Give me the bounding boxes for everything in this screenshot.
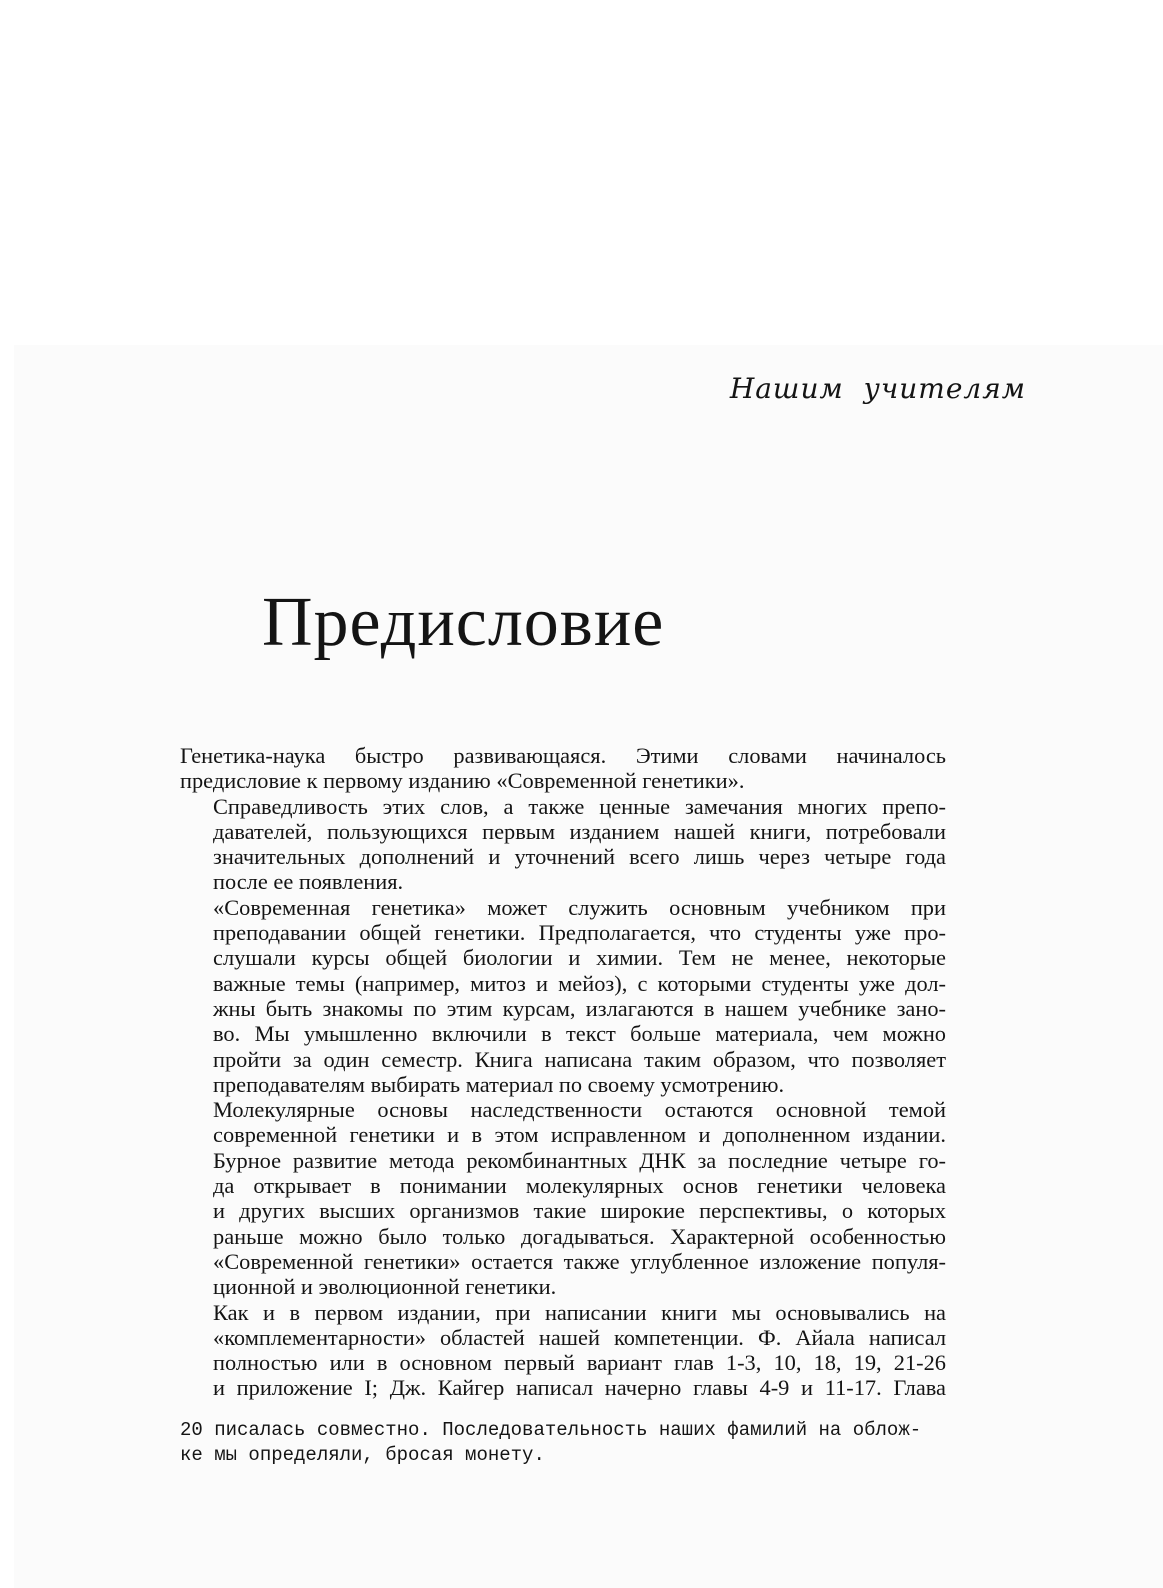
paragraph — [180, 1097, 946, 1299]
text-line: ционной и эволюционной генетики. — [213, 1274, 557, 1300]
text-line: во. Мы умышленно включили в текст больше материала, чем можно — [213, 1021, 946, 1047]
typewritten-continuation — [180, 1418, 1020, 1468]
page-title: Предисловие — [262, 584, 665, 661]
text-line: важные темы (например, митоз и мейоз), с которыми студенты уже дол- — [213, 970, 946, 996]
text-line: слушали курсы общей биологии и химии. Тем не менее, некоторые — [213, 945, 946, 971]
text-line: пройти за один семестр. Книга написана таким образом, что позволяет — [213, 1046, 946, 1072]
text-line: значительных дополнений и уточнений всего лишь через четыре года — [213, 844, 946, 870]
text-line: «Современная генетика» может служить основным учебником при — [213, 894, 946, 920]
text-line: жны быть знакомы по этим курсам, излагаются в нашем учебнике зано- — [213, 995, 946, 1021]
text-line: преподавании общей генетики. Предполагается, что студенты уже про- — [213, 920, 946, 946]
text-line: «комплементарности» областей нашей компетенции. Ф. Айала написал — [213, 1324, 946, 1350]
text-line: предисловие к первому изданию «Современной генетики». — [180, 768, 745, 794]
paragraph — [180, 794, 946, 895]
paragraph — [180, 743, 946, 794]
paragraph — [180, 1300, 946, 1401]
text-line: «Современной генетики» остается также углубленное изложение популя- — [213, 1248, 946, 1274]
text-line: давателей, пользующихся первым изданием нашей книги, потребовали — [213, 818, 946, 844]
text-line: ке мы определяли, бросая монету. — [180, 1444, 545, 1466]
text-line: Бурное развитие метода рекомбинантных ДНК за последние четыре го- — [213, 1147, 946, 1173]
dedication: Нашим учителям — [729, 372, 1026, 405]
paragraph — [180, 895, 946, 1097]
text-line: Как и в первом издании, при написании книги мы основывались на — [213, 1299, 946, 1325]
text-line: да открывает в понимании молекулярных основ генетики человека — [213, 1173, 946, 1199]
text-line: современной генетики и в этом исправленном и дополненном издании. — [213, 1122, 946, 1148]
text-line: 20 писалась совместно. Последовательность наших фамилий на облож- — [180, 1419, 922, 1441]
text-line: после ее появления. — [213, 869, 404, 895]
text-line: раньше можно было только догадываться. Характерной особенностью — [213, 1223, 946, 1249]
text-line: Молекулярные основы наследственности остаются основной темой — [213, 1097, 946, 1123]
text-line: и других высших организмов такие широкие перспективы, о которых — [213, 1198, 946, 1224]
preface-body — [180, 743, 946, 1401]
text-line: преподавателям выбирать материал по своему усмотрению. — [213, 1071, 785, 1097]
text-line: Генетика-наука быстро развивающаяся. Этими словами начиналось — [180, 743, 946, 768]
text-line: полностью или в основном первый вариант глав 1-3, 10, 18, 19, 21-26 — [213, 1350, 946, 1376]
text-line: и приложение I; Дж. Кайгер написал начерно главы 4-9 и 11-17. Глава — [213, 1375, 946, 1401]
text-line: Справедливость этих слов, а также ценные замечания многих препо- — [213, 793, 946, 819]
